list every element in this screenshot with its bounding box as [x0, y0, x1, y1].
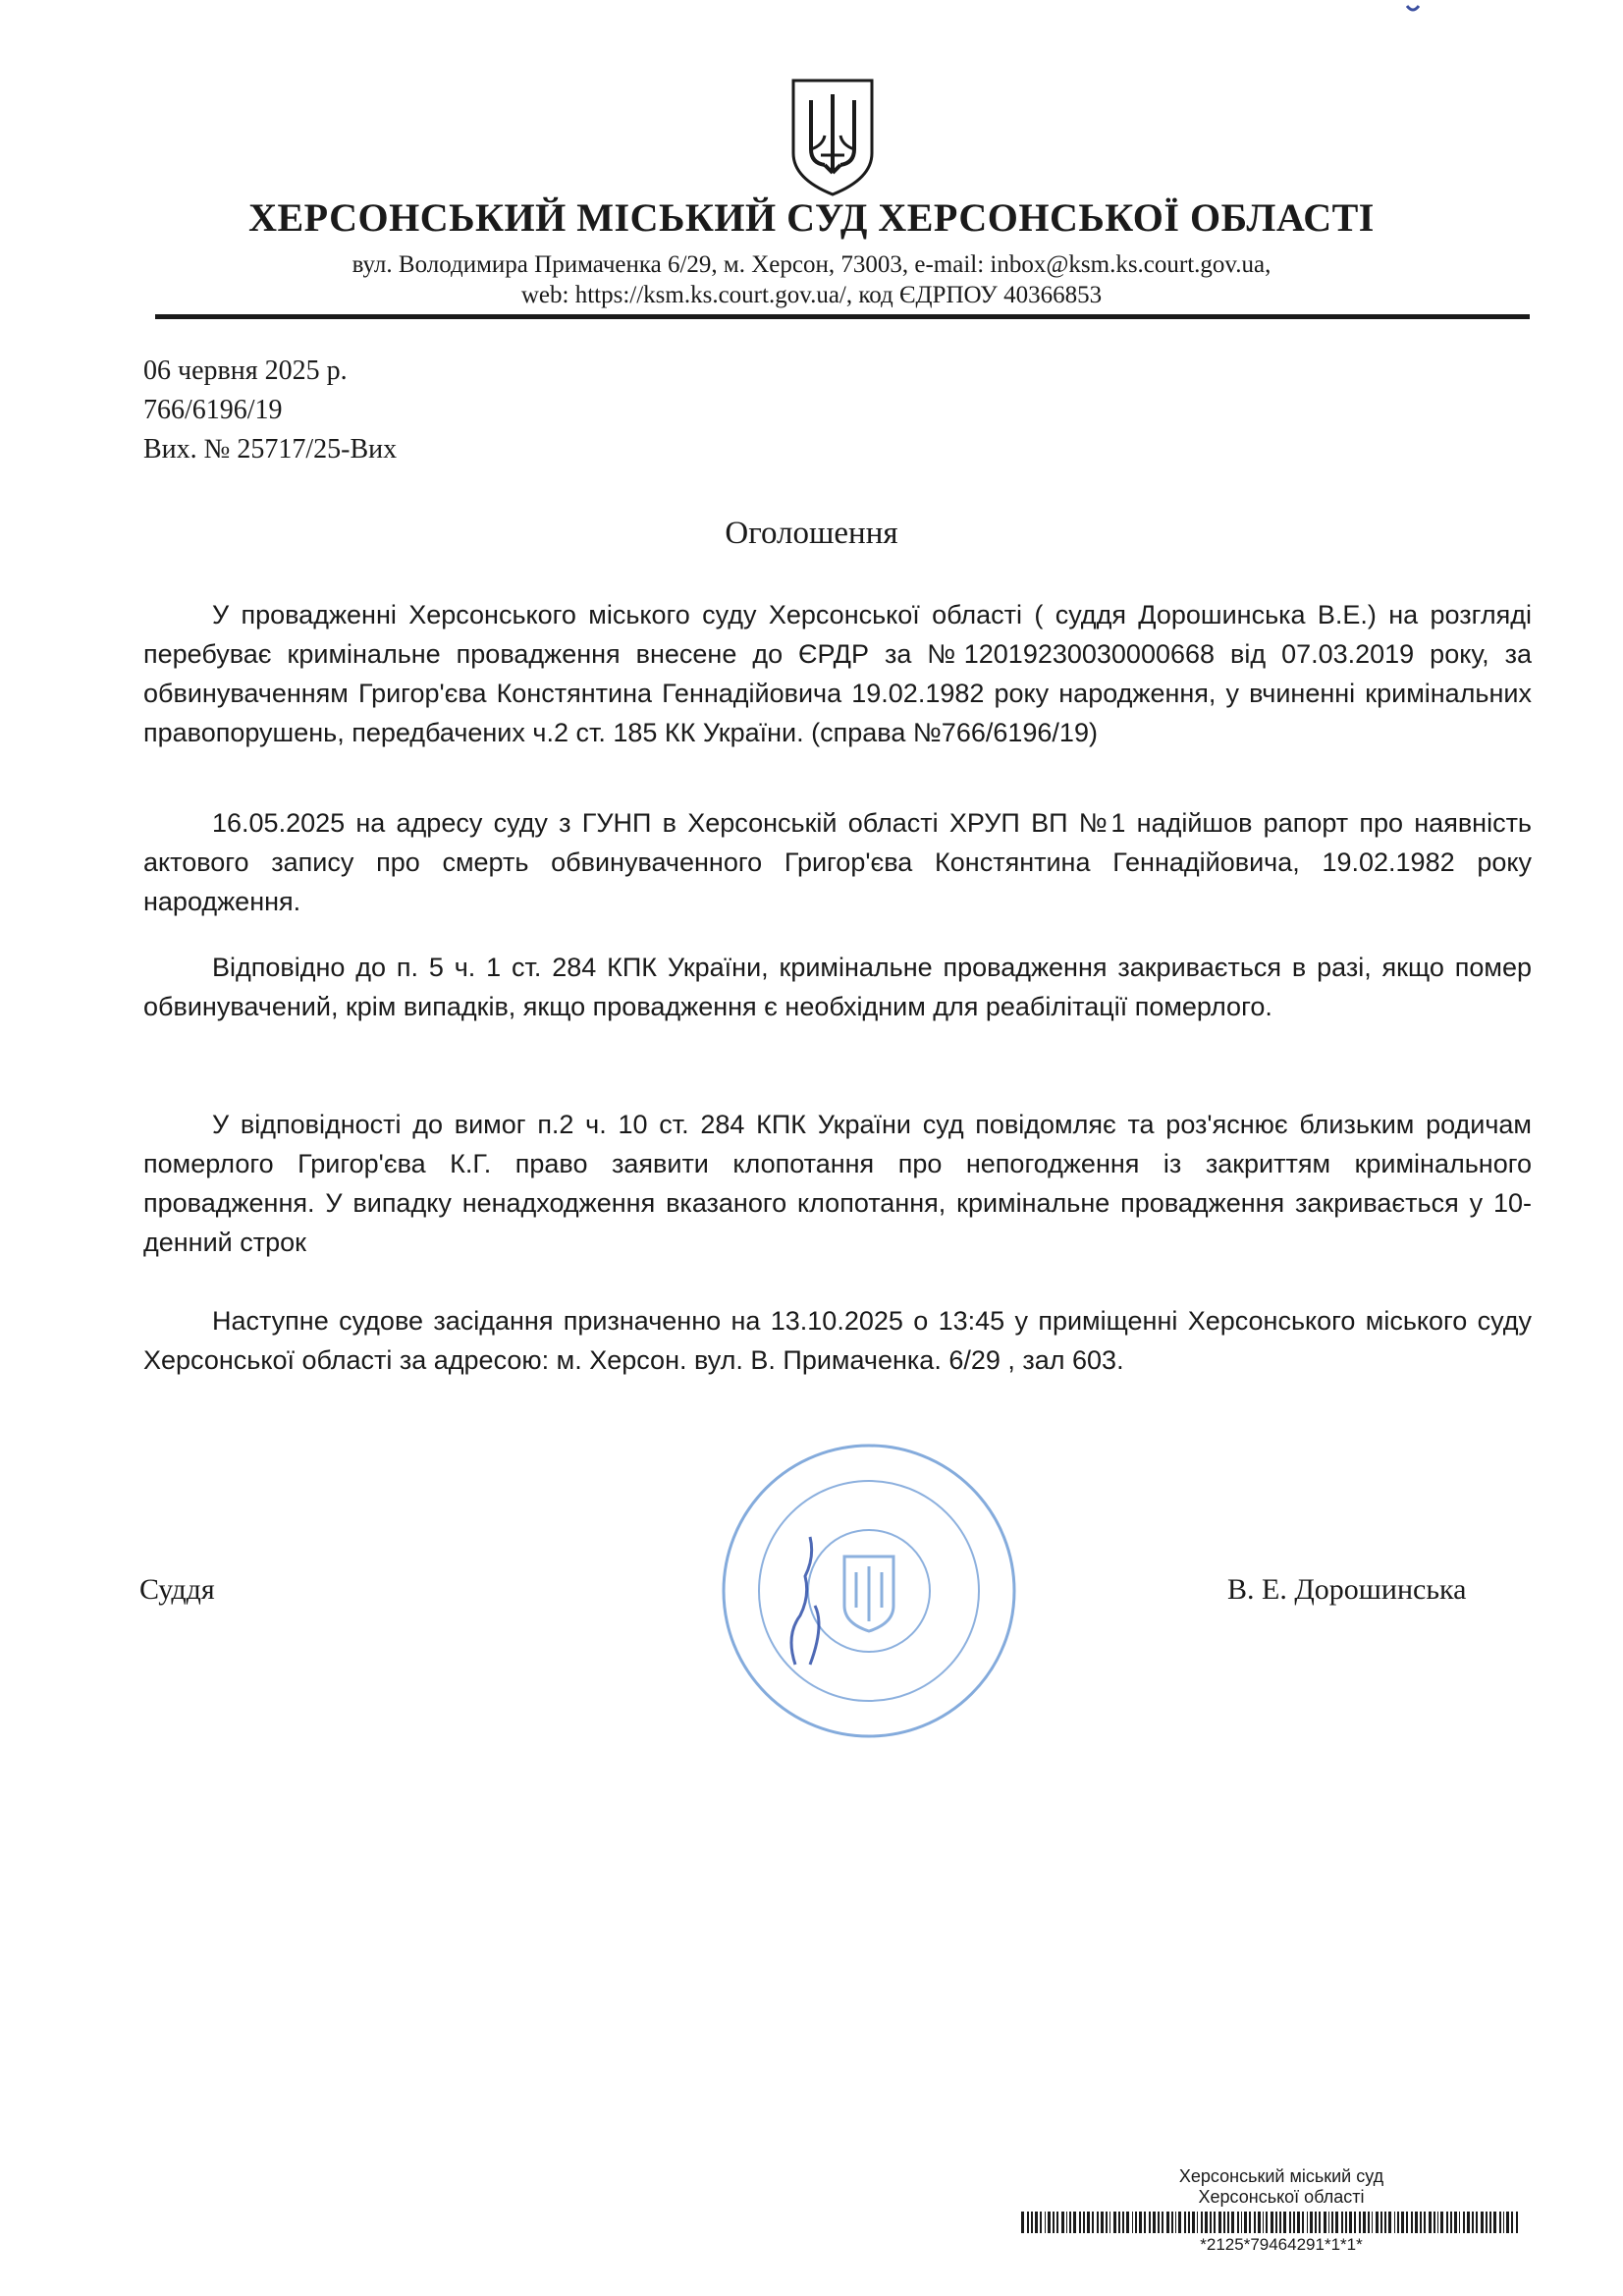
barcode-bar — [1354, 2212, 1356, 2233]
barcode-bar — [1153, 2212, 1156, 2233]
barcode-bar — [1506, 2212, 1509, 2233]
barcode-bar — [1210, 2212, 1212, 2233]
barcode-bar — [1279, 2212, 1281, 2233]
barcode-bar — [1069, 2212, 1071, 2233]
barcode-bar — [1083, 2212, 1085, 2233]
barcode-bar — [1463, 2212, 1465, 2233]
barcode-bar — [1454, 2212, 1457, 2233]
barcode-bar — [1031, 2212, 1033, 2233]
barcode-bar — [1349, 2212, 1352, 2233]
barcode-bar — [1429, 2212, 1432, 2233]
paragraph-1 — [143, 595, 1532, 752]
barcode-bar — [1048, 2212, 1051, 2233]
barcode-bar — [1406, 2212, 1408, 2233]
header-divider — [155, 314, 1530, 319]
barcode-bar — [1106, 2212, 1108, 2233]
barcode-bar — [1388, 2212, 1391, 2233]
barcode-bar — [1516, 2212, 1518, 2233]
barcode-bar — [1315, 2212, 1317, 2233]
barcode-bar — [1499, 2212, 1501, 2233]
barcode-bar — [1341, 2212, 1343, 2233]
paragraph-3 — [143, 948, 1532, 1026]
barcode-bar — [1307, 2212, 1308, 2233]
barcode-bar — [1275, 2212, 1277, 2233]
document-date: 06 червня 2025 р. — [143, 355, 348, 386]
barcode-bar — [1227, 2212, 1229, 2233]
barcode-bar — [1258, 2212, 1261, 2233]
scan-mark-icon — [1406, 4, 1420, 14]
barcode-bar — [1027, 2212, 1029, 2233]
barcode-bar — [1241, 2212, 1242, 2233]
barcode — [1021, 2212, 1522, 2233]
barcode-bar — [1113, 2212, 1116, 2233]
barcode-bar — [1380, 2212, 1382, 2233]
barcode-bar — [1446, 2212, 1448, 2233]
footer-court-line-2: Херсонської області — [1198, 2187, 1365, 2207]
barcode-bar — [1271, 2212, 1273, 2233]
barcode-bar — [1467, 2212, 1470, 2233]
barcode-bar — [1101, 2212, 1104, 2233]
barcode-bar — [1319, 2212, 1321, 2233]
barcode-bar — [1188, 2212, 1190, 2233]
barcode-bar — [1162, 2212, 1163, 2233]
barcode-bar — [1411, 2212, 1413, 2233]
barcode-bar — [1201, 2212, 1203, 2233]
barcode-bar — [1420, 2212, 1422, 2233]
barcode-bar — [1149, 2212, 1151, 2233]
paragraph-text: У провадженні Херсонського міського суду Херсонської області ( суддя Дорошинська В.Е.) на розгляді перебуває кримінальне провадження внесене до ЄРДР за №12019230030000668 від 07.03.2019 року, за обвинуваченням Григор'єва Констянтина Геннадійовича 19.02.1982 року народження, у вчиненні кримінальних правопорушень, передбачених ч.2 ст. 185 КК України. (справа №766/6196/19) — [143, 600, 1532, 747]
barcode-bar — [1511, 2212, 1513, 2233]
barcode-bar — [1372, 2212, 1373, 2233]
address-line-1: вул. Володимира Примаченка 6/29, м. Херсон, 73003, e-mail: inbox@ksm.ks.court.gov.ua, — [352, 251, 1271, 278]
barcode-bar — [1363, 2212, 1366, 2233]
barcode-bar — [1184, 2212, 1186, 2233]
barcode-bar — [1197, 2212, 1198, 2233]
barcode-bar — [1384, 2212, 1386, 2233]
barcode-bar — [1335, 2212, 1338, 2233]
barcode-bar — [1244, 2212, 1247, 2233]
signature-name: В. Е. Дорошинська — [1227, 1573, 1467, 1606]
barcode-bar — [1192, 2212, 1195, 2233]
barcode-bar — [1415, 2212, 1418, 2233]
court-name: ХЕРСОНСЬКИЙ МІСЬКИЙ СУД ХЕРСОНСЬКОЇ ОБЛАСТІ — [248, 195, 1375, 240]
barcode-bar — [1424, 2212, 1426, 2233]
barcode-bar — [1073, 2212, 1076, 2233]
footer-court-line-1: Херсонський міський суд — [1178, 2166, 1384, 2186]
signature-position: Суддя — [139, 1573, 215, 1606]
address-line-2: web: https://ksm.ks.court.gov.ua/, код ЄДРПОУ 40366853 — [520, 282, 1103, 308]
barcode-bar — [1266, 2212, 1268, 2233]
court-stamp — [717, 1439, 1021, 1743]
barcode-bar — [1310, 2212, 1313, 2233]
barcode-bar — [1302, 2212, 1304, 2233]
case-number: 766/6196/19 — [143, 395, 283, 425]
barcode-bar — [1118, 2212, 1120, 2233]
barcode-bar — [1476, 2212, 1478, 2233]
barcode-bar — [1486, 2212, 1488, 2233]
barcode-bar — [1166, 2212, 1169, 2233]
barcode-bar — [1440, 2212, 1443, 2233]
barcode-bar — [1283, 2212, 1286, 2233]
barcode-bar — [1450, 2212, 1452, 2233]
barcode-bar — [1254, 2212, 1256, 2233]
barcode-bar — [1437, 2212, 1438, 2233]
barcode-bar — [1061, 2212, 1064, 2233]
barcode-bar — [1214, 2212, 1216, 2233]
barcode-bar — [1397, 2212, 1399, 2233]
barcode-bar — [1021, 2212, 1024, 2233]
barcode-bar — [1218, 2212, 1221, 2233]
barcode-bar — [1097, 2212, 1099, 2233]
barcode-bar — [1035, 2212, 1038, 2233]
barcode-bar — [1178, 2212, 1181, 2233]
document-meta — [143, 352, 397, 469]
barcode-bar — [1122, 2212, 1124, 2233]
barcode-text: *2125*79464291*1*1* — [1200, 2235, 1363, 2254]
barcode-bar — [1135, 2212, 1137, 2233]
barcode-bar — [1331, 2212, 1333, 2233]
court-address — [0, 249, 1623, 310]
barcode-bar — [1263, 2212, 1264, 2233]
barcode-bar — [1394, 2212, 1395, 2233]
barcode-bar — [1481, 2212, 1484, 2233]
barcode-bar — [1079, 2212, 1081, 2233]
barcode-bar — [1493, 2212, 1496, 2233]
barcode-bar — [1126, 2212, 1129, 2233]
paragraph-4 — [143, 1105, 1532, 1262]
barcode-bar — [1040, 2212, 1042, 2233]
barcode-bar — [1345, 2212, 1347, 2233]
barcode-bar — [1376, 2212, 1379, 2233]
barcode-bar — [1092, 2212, 1094, 2233]
barcode-bar — [1293, 2212, 1295, 2233]
outgoing-number: Вих. № 25717/25-Вих — [143, 434, 398, 465]
barcode-bar — [1045, 2212, 1046, 2233]
barcode-bar — [1359, 2212, 1361, 2233]
paragraph-text: У відповідності до вимог п.2 ч. 10 ст. 284 КПК України суд повідомляє та роз'яснює близьким родичам померлого Григор'єва К.Г. право заявити клопотання про непогодження із закриттям кримінального провадження. У випадку ненадходження вказаного клопотання, кримінальне провадження закривається у 10-денний строк — [143, 1110, 1532, 1257]
barcode-bar — [1324, 2212, 1326, 2233]
barcode-bar — [1401, 2212, 1404, 2233]
paragraph-text: Відповідно до п. 5 ч. 1 ст. 284 КПК України, кримінальне провадження закривається в разі, якщо помер обвинувачений, крім випадків, якщо провадження є необхідним для реабілітації померлого. — [143, 953, 1532, 1021]
barcode-bar — [1087, 2212, 1090, 2233]
barcode-bar — [1144, 2212, 1146, 2233]
barcode-bar — [1056, 2212, 1058, 2233]
barcode-bar — [1205, 2212, 1208, 2233]
barcode-bar — [1289, 2212, 1291, 2233]
barcode-bar — [1459, 2212, 1460, 2233]
barcode-bar — [1053, 2212, 1055, 2233]
barcode-bar — [1503, 2212, 1504, 2233]
paragraph-5 — [143, 1301, 1532, 1380]
paragraph-text: 16.05.2025 на адресу суду з ГУНП в Херсонській області ХРУП ВП №1 надійшов рапорт про наявність актового запису про смерть обвинуваченного Григор'єва Констянтина Геннадійовича, 19.02.1982 року народження. — [143, 808, 1532, 916]
barcode-bar — [1158, 2212, 1160, 2233]
barcode-bar — [1328, 2212, 1329, 2233]
footer-court — [1114, 2166, 1448, 2208]
barcode-bar — [1249, 2212, 1251, 2233]
ukraine-trident-icon — [785, 77, 880, 198]
barcode-bar — [1472, 2212, 1474, 2233]
paragraph-text: Наступне судове засідання призначенно на 13.10.2025 о 13:45 у приміщенні Херсонського міського суду Херсонської області за адресою: м. Херсон. вул. В. Примаченка. 6/29 , зал 603. — [143, 1306, 1532, 1375]
barcode-bar — [1066, 2212, 1067, 2233]
barcode-bar — [1368, 2212, 1370, 2233]
barcode-bar — [1109, 2212, 1110, 2233]
barcode-bar — [1489, 2212, 1491, 2233]
barcode-bar — [1297, 2212, 1300, 2233]
barcode-bar — [1175, 2212, 1176, 2233]
document-title: Оголошення — [725, 516, 898, 551]
barcode-bar — [1223, 2212, 1225, 2233]
barcode-bar — [1139, 2212, 1142, 2233]
barcode-bar — [1434, 2212, 1435, 2233]
barcode-bar — [1237, 2212, 1239, 2233]
barcode-bar — [1231, 2212, 1234, 2233]
paragraph-2 — [143, 803, 1532, 921]
barcode-bar — [1171, 2212, 1173, 2233]
barcode-bar — [1132, 2212, 1133, 2233]
